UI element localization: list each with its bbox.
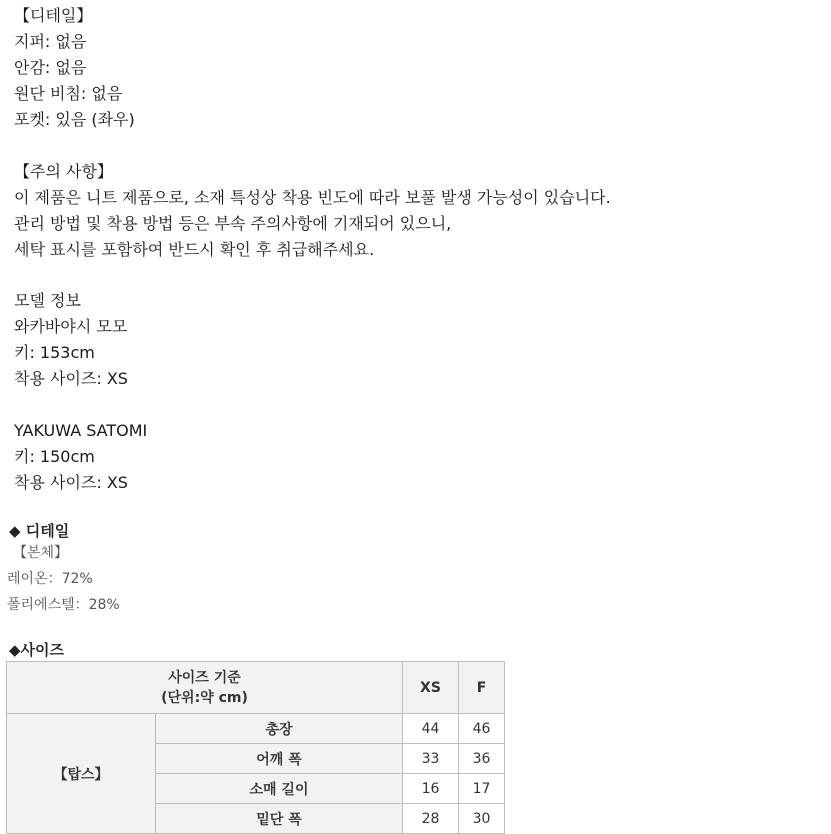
measure-value-xs: 33 <box>403 744 459 774</box>
measure-value-f: 17 <box>459 774 505 804</box>
model2-height: 키: 150cm <box>14 447 95 466</box>
size-table-header-title: 사이즈 기준 <box>168 669 241 686</box>
measure-value-xs: 16 <box>403 774 459 804</box>
measure-value-f: 36 <box>459 744 505 774</box>
detail-pocket: 포켓: 있음 (좌우) <box>14 110 135 129</box>
material-section-header: ◆ 디테일 <box>9 522 70 540</box>
measure-value-xs: 28 <box>403 804 459 834</box>
material-section <box>7 540 120 618</box>
measure-label: 총장 <box>156 714 403 744</box>
detail-see-through: 원단 비침: 없음 <box>14 84 123 103</box>
measure-label: 소매 길이 <box>156 774 403 804</box>
measure-value-f: 46 <box>459 714 505 744</box>
size-section-header: ◆사이즈 <box>9 641 65 659</box>
model2-wear-size: 착용 사이즈: XS <box>14 473 128 492</box>
model2-name: YAKUWA SATOMI <box>14 421 148 440</box>
detail-zipper: 지퍼: 없음 <box>14 32 87 51</box>
model-name: 와카바야시 모모 <box>14 317 128 336</box>
caution-text-1: 이 제품은 니트 제품으로, 소재 특성상 착용 빈도에 따라 보풀 발생 가능성이 있습니다. <box>14 188 611 207</box>
measure-value-xs: 44 <box>403 714 459 744</box>
material-rayon: 레이온：72% <box>7 571 93 587</box>
size-table-header <box>7 662 403 714</box>
model-height: 키: 153cm <box>14 343 95 362</box>
caution-heading: 【주의 사항】 <box>14 162 113 181</box>
measure-value-f: 30 <box>459 804 505 834</box>
caution-section <box>14 159 611 263</box>
size-table-header-unit: (단위:약 cm) <box>161 689 248 706</box>
caution-text-2: 관리 방법 및 착용 방법 등은 부속 주의사항에 기재되어 있으니, <box>14 214 452 233</box>
model-info-section <box>14 288 128 392</box>
caution-text-3: 세탁 표시를 포함하여 반드시 확인 후 취급해주세요. <box>14 240 375 259</box>
size-table <box>6 661 505 834</box>
material-polyester: 폴리에스텔：28% <box>7 597 120 613</box>
measure-label: 밑단 폭 <box>156 804 403 834</box>
detail-heading: 【디테일】 <box>14 6 93 25</box>
size-column-f: F <box>459 662 505 714</box>
detail-section <box>14 3 135 133</box>
size-column-xs: XS <box>403 662 459 714</box>
material-body-label: 【본체】 <box>13 545 69 561</box>
model-wear-size: 착용 사이즈: XS <box>14 369 128 388</box>
detail-lining: 안감: 없음 <box>14 58 87 77</box>
size-category-tops: 【탑스】 <box>7 714 156 834</box>
measure-label: 어깨 폭 <box>156 744 403 774</box>
model2-info-section <box>14 418 147 496</box>
model-info-heading: 모델 정보 <box>14 291 81 310</box>
table-row <box>7 714 505 744</box>
size-table-header-row <box>7 662 505 714</box>
